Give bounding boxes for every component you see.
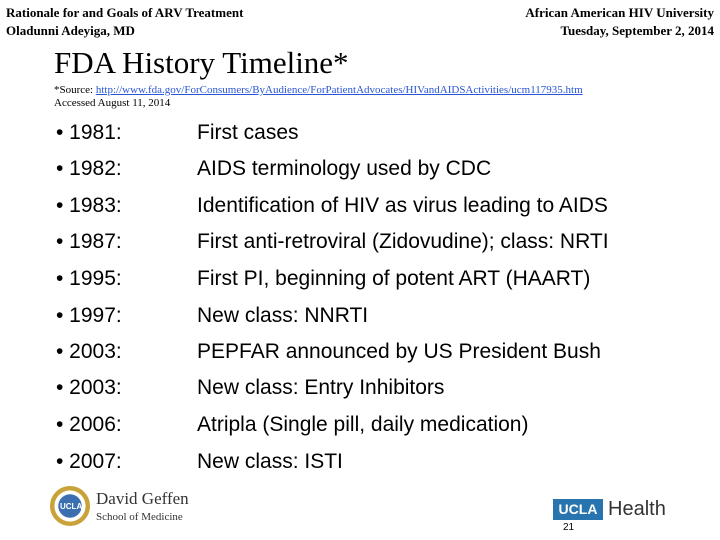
ucla-badge: UCLA bbox=[553, 499, 603, 520]
timeline-item bbox=[56, 264, 716, 294]
header-right bbox=[525, 4, 714, 40]
timeline-item bbox=[56, 410, 716, 440]
ucla-seal-icon bbox=[50, 486, 90, 526]
school-subtitle: School of Medicine bbox=[96, 511, 183, 523]
presenter-name: Oladunni Adeyiga, MD bbox=[6, 23, 135, 38]
timeline-year: • 2006: bbox=[56, 413, 122, 436]
timeline-event: Identification of HIV as virus leading to AIDS bbox=[197, 194, 608, 217]
timeline-item bbox=[56, 337, 716, 367]
timeline-year: • 2003: bbox=[56, 376, 122, 399]
timeline-event: Atripla (Single pill, daily medication) bbox=[197, 413, 529, 436]
timeline-event: First PI, beginning of potent ART (HAART) bbox=[197, 267, 591, 290]
page-number: 21 bbox=[563, 522, 575, 533]
timeline-event: New class: Entry Inhibitors bbox=[197, 376, 445, 399]
header-left bbox=[6, 4, 243, 40]
timeline-item bbox=[56, 301, 716, 331]
source-label: *Source: bbox=[54, 84, 96, 96]
timeline-event: PEPFAR announced by US President Bush bbox=[197, 340, 601, 363]
timeline-year: • 1987: bbox=[56, 230, 122, 253]
timeline-item bbox=[56, 447, 716, 477]
slide-title: FDA History Timeline* bbox=[54, 45, 349, 80]
timeline-event: First anti-retroviral (Zidovudine); class: NRTI bbox=[197, 230, 609, 253]
timeline-event: First cases bbox=[197, 121, 299, 144]
timeline-event: New class: NNRTI bbox=[197, 304, 369, 327]
source-note bbox=[54, 84, 583, 110]
timeline-year: • 2007: bbox=[56, 450, 122, 473]
school-name: David Geffen bbox=[96, 489, 189, 508]
timeline-item bbox=[56, 191, 716, 221]
timeline-year: • 1981: bbox=[56, 121, 122, 144]
timeline-year: • 2003: bbox=[56, 340, 122, 363]
seal-text: UCLA bbox=[60, 502, 83, 511]
timeline-item bbox=[56, 227, 716, 257]
event-name: African American HIV University bbox=[525, 5, 714, 20]
timeline-year: • 1983: bbox=[56, 194, 122, 217]
presentation-title: Rationale for and Goals of ARV Treatment bbox=[6, 5, 244, 20]
source-link[interactable]: http://www.fda.gov/ForConsumers/ByAudience/ForPatientAdvocates/HIVandAIDSActivities/ucm117935.htm bbox=[95, 84, 583, 96]
timeline-year: • 1982: bbox=[56, 157, 122, 180]
event-date: Tuesday, September 2, 2014 bbox=[560, 23, 714, 38]
timeline-year: • 1995: bbox=[56, 267, 122, 290]
timeline-year: • 1997: bbox=[56, 304, 122, 327]
geffen-logo bbox=[50, 486, 190, 528]
accessed-date: Accessed August 11, 2014 bbox=[54, 97, 171, 109]
health-label: Health bbox=[608, 498, 666, 520]
timeline-event: New class: ISTI bbox=[197, 450, 343, 473]
timeline-item bbox=[56, 154, 716, 184]
timeline-item bbox=[56, 118, 716, 148]
timeline-item bbox=[56, 373, 716, 403]
timeline-event: AIDS terminology used by CDC bbox=[197, 157, 492, 180]
source-line bbox=[54, 84, 583, 97]
